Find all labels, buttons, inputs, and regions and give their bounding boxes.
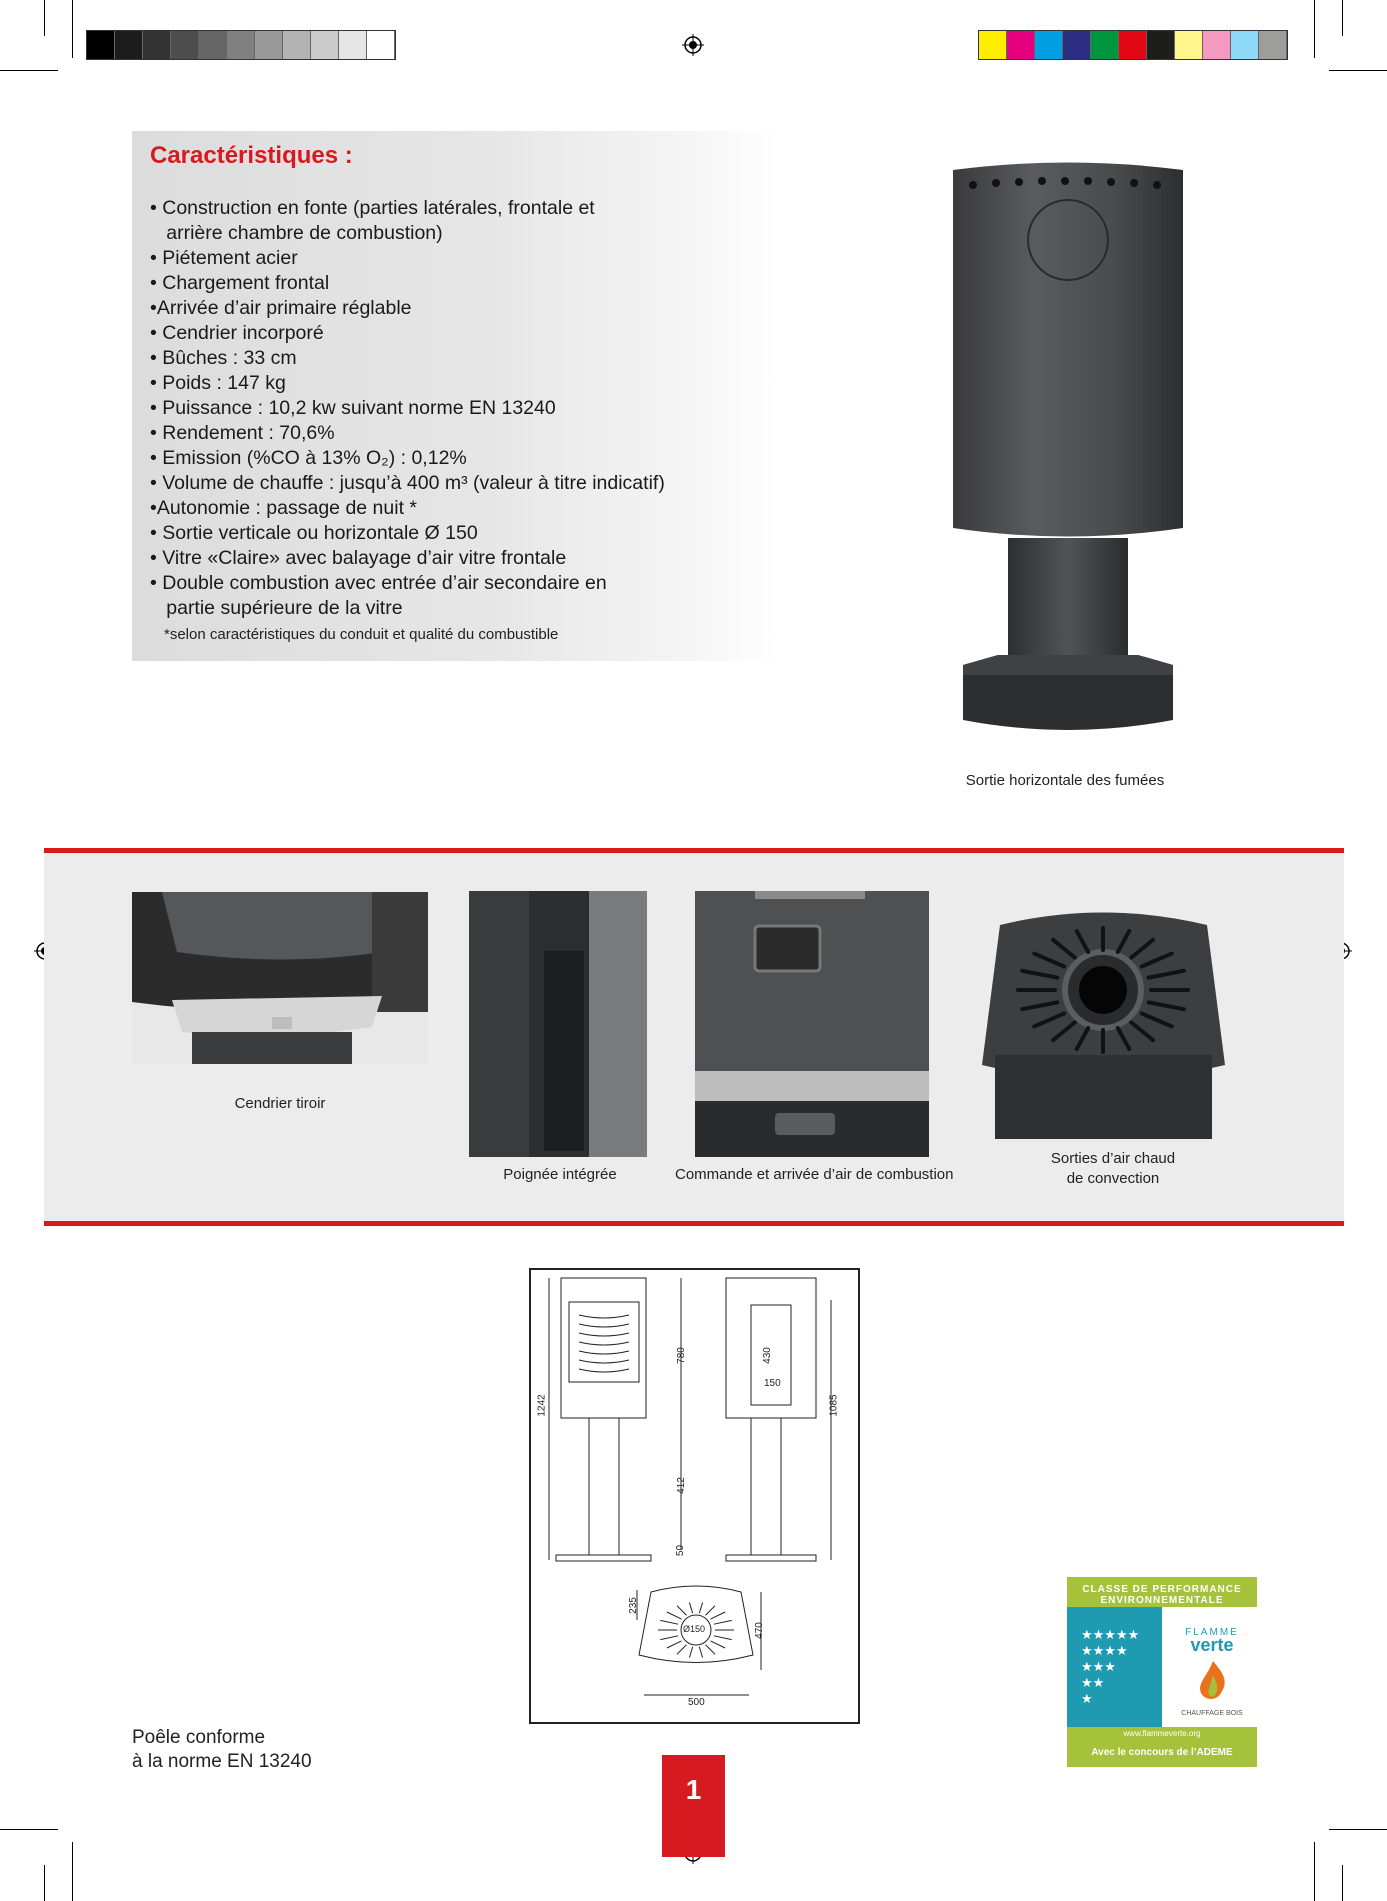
characteristics-list: [150, 196, 665, 621]
crop-mark-bottom-right-v2: [1342, 1865, 1343, 1901]
dim-width: 500: [688, 1697, 705, 1708]
characteristic-item: arrière chambre de combustion): [150, 222, 443, 244]
print-swatch: [1063, 31, 1091, 59]
crop-mark-bottom-right-v: [1314, 1842, 1315, 1901]
gallery-caption-2: Poignée intégrée: [503, 1166, 617, 1183]
drawing-grill-bar: [579, 1360, 629, 1363]
crop-mark-top-left-v2: [44, 0, 45, 36]
drawing-vent-line: [667, 1641, 682, 1648]
dim-glass-height: 430: [761, 1347, 773, 1364]
badge-footer: Avec le concours de l’ADEME: [1091, 1747, 1233, 1758]
crop-mark-bottom-right-h: [1329, 1829, 1387, 1830]
dim-outlet-offset: 150: [764, 1378, 781, 1389]
characteristic-item: • Bûches : 33 cm: [150, 347, 297, 369]
crop-mark-bottom-left-v: [72, 1842, 73, 1901]
drawing-vent-line: [660, 1620, 678, 1624]
drawing-vent-line: [714, 1636, 732, 1640]
print-swatch: [171, 31, 199, 59]
grayscale-swatch-bar: [86, 30, 396, 60]
crop-mark-bottom-left-h: [0, 1829, 58, 1830]
drawing-grill-bar: [579, 1324, 629, 1327]
drawing-vent-line: [660, 1636, 678, 1640]
print-swatch: [255, 31, 283, 59]
dim-top-height: 470: [753, 1622, 765, 1639]
characteristic-item: • Piétement acier: [150, 247, 298, 269]
flame-icon: [1195, 1659, 1231, 1703]
characteristic-item: • Volume de chauffe : jusqu’à 400 m³ (valeur à titre indicatif): [150, 472, 665, 494]
star-rating-row: ★: [1081, 1691, 1093, 1706]
badge-brand-top: FLAMME: [1185, 1627, 1239, 1638]
characteristic-item: • Vitre «Claire» avec balayage d’air vitre frontale: [150, 547, 567, 569]
page-number: 1: [662, 1755, 725, 1857]
star-rating-row: ★★★★★: [1081, 1627, 1140, 1642]
drawing-grill-bar: [579, 1342, 629, 1345]
drawing-vent-line: [711, 1641, 726, 1648]
drawing-vent-line: [714, 1620, 732, 1624]
characteristic-item: partie supérieure de la vitre: [150, 597, 403, 619]
characteristic-item: • Double combustion avec entrée d’air secondaire en: [150, 572, 607, 594]
badge-url: www.flammeverte.org: [1123, 1729, 1201, 1738]
characteristic-item: •Arrivée d’air primaire réglable: [150, 297, 412, 319]
drawing-vent-line: [699, 1602, 702, 1613]
characteristic-item: • Emission (%CO à 13% O₂) : 0,12%: [150, 447, 467, 469]
crop-mark-top-left-h: [0, 70, 58, 71]
air-control-photo: [695, 891, 929, 1157]
star-rating-row: ★★★★: [1081, 1643, 1128, 1658]
print-swatch: [227, 31, 255, 59]
drawing-grill-bar: [579, 1351, 629, 1354]
crop-mark-top-right-v2: [1342, 0, 1343, 36]
characteristics-footnote: *selon caractéristiques du conduit et qualité du combustible: [164, 626, 559, 643]
badge-brand: verte: [1190, 1635, 1234, 1655]
characteristic-item: • Chargement frontal: [150, 272, 330, 294]
star-rating-row: ★★★: [1081, 1659, 1116, 1674]
print-swatch: [1091, 31, 1119, 59]
characteristic-item: • Sortie verticale ou horizontale Ø 150: [150, 522, 478, 544]
ash-drawer-photo: [132, 892, 428, 1064]
badge-brand-sub: CHAUFFAGE BOIS: [1181, 1710, 1243, 1717]
integrated-handle-photo: [469, 891, 647, 1157]
characteristic-item: • Puissance : 10,2 kw suivant norme EN 13240: [150, 397, 556, 419]
drawing-vent-line: [677, 1645, 687, 1655]
print-swatch: [1147, 31, 1175, 59]
drawing-vent-line: [677, 1606, 687, 1616]
star-rating-row: ★★: [1081, 1675, 1105, 1690]
dim-leg-height: 412: [675, 1477, 687, 1494]
print-swatch: [1259, 31, 1287, 59]
gallery-caption-1: Cendrier tiroir: [234, 1095, 326, 1112]
drawing-vent-line: [706, 1645, 716, 1655]
print-swatch: [283, 31, 311, 59]
technical-drawing: [529, 1268, 860, 1724]
print-swatch: [1007, 31, 1035, 59]
gallery-caption-4: Sorties d’air chaud de convection: [1050, 1150, 1176, 1187]
drawing-vent-line: [689, 1602, 692, 1613]
crop-mark-bottom-left-v2: [44, 1865, 45, 1901]
flamme-verte-badge: [1067, 1577, 1257, 1767]
print-swatch: [115, 31, 143, 59]
gallery-caption-3: Commande et arrivée d’air de combustion: [675, 1166, 954, 1183]
print-swatch: [339, 31, 367, 59]
drawing-grill-bar: [579, 1369, 629, 1372]
dim-upper-height: 780: [675, 1347, 687, 1364]
badge-stars: [1081, 1627, 1139, 1707]
print-swatch: [311, 31, 339, 59]
drawing-vent-line: [711, 1612, 726, 1619]
characteristics-title: Caractéristiques :: [150, 142, 353, 169]
dim-top-diameter: Ø150: [683, 1624, 706, 1634]
dim-top-depth: 235: [627, 1597, 639, 1614]
drawing-vent-line: [706, 1606, 716, 1616]
characteristic-item: • Cendrier incorporé: [150, 322, 324, 344]
norm-statement: Poêle conforme à la norme EN 13240: [132, 1727, 312, 1772]
characteristic-item: • Poids : 147 kg: [150, 372, 286, 394]
drawing-vent-line: [699, 1647, 702, 1658]
print-swatch: [1231, 31, 1259, 59]
color-swatch-bar: [978, 30, 1288, 60]
registration-mark-icon: [682, 34, 704, 56]
print-swatch: [1119, 31, 1147, 59]
print-swatch: [199, 31, 227, 59]
print-swatch: [1175, 31, 1203, 59]
dim-depth-height: 1085: [828, 1394, 840, 1417]
print-swatch: [367, 31, 395, 59]
drawing-grill-bar: [579, 1315, 629, 1318]
drawing-grill-bar: [579, 1333, 629, 1336]
drawing-vent-line: [667, 1612, 682, 1619]
print-swatch: [979, 31, 1007, 59]
convection-top-photo: [975, 905, 1232, 1139]
print-swatch: [1203, 31, 1231, 59]
stove-product-photo: [918, 150, 1218, 760]
print-swatch: [143, 31, 171, 59]
crop-mark-top-left-v: [72, 0, 73, 58]
print-swatch: [1035, 31, 1063, 59]
badge-line1: CLASSE DE PERFORMANCE: [1082, 1584, 1242, 1595]
badge-line2: ENVIRONNEMENTALE: [1100, 1595, 1224, 1606]
dim-base-height: 50: [675, 1544, 687, 1557]
characteristic-item: •Autonomie : passage de nuit *: [150, 497, 418, 519]
characteristic-item: • Rendement : 70,6%: [150, 422, 335, 444]
crop-mark-top-right-h: [1329, 70, 1387, 71]
dim-total-height: 1242: [536, 1394, 548, 1417]
characteristic-item: • Construction en fonte (parties latérales, frontale et: [150, 197, 595, 219]
print-swatch: [87, 31, 115, 59]
drawing-vent-line: [689, 1647, 692, 1658]
hero-caption: Sortie horizontale des fumées: [965, 772, 1165, 789]
crop-mark-top-right-v: [1314, 0, 1315, 58]
